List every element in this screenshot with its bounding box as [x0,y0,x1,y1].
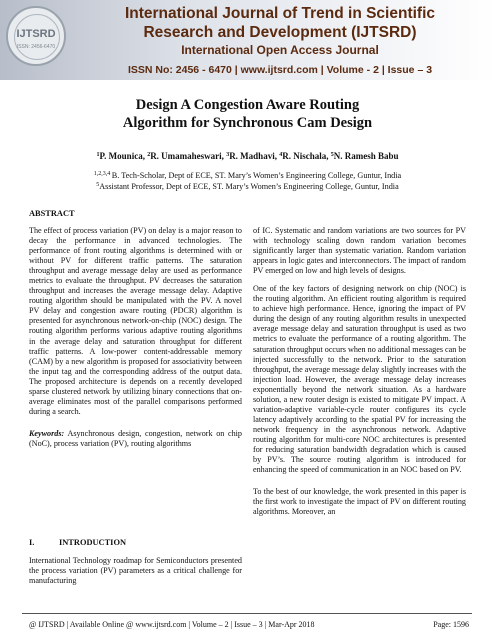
author-name: N. Ramesh Babu [333,151,399,161]
paper-title [20,96,475,132]
page-footer [29,620,469,629]
left-column [29,226,242,457]
author-name: R. Nischala, [282,151,331,161]
section-number: I. [29,538,35,547]
paper-title-line2: Algorithm for Synchronous Cam Design [122,115,373,131]
section-heading-introduction [29,538,126,547]
right-paragraph-1: of IC. Systematic and random variations are two sources for PV with technology scaling down random variation becomes significantly larger than systematic variation. Random variation appears in logic gates and interconnectors. The impact of random PV emerged on low and high levels of designs. [253,226,466,276]
right-paragraph-2: One of the key factors of designing network on chip (NOC) is the routing algorithm. An efficient routing algorithm is required to achieve high performance. Hence, ignoring the impact of PV during the design of any routing algorithm results in unexpected average message delay and saturation throughput is used as two metrics to evaluate the performance of a routing algorithm. The saturation throughput occurs when no additional messages can be injected successfully to the network. Prior to the saturation throughput, the average message delay slightly increases with the injection load. However, the average message delay increases exponentially beyond the network situation. As a hardware solution, a new router design is existed to mitigate PV impact. A variation-adaptive variable-cycle router configures its cycle latency adaptively according to the spatial PV for increasing the network frequency in the asynchronous network. Adaptive routing algorithm for multi-core NOC architectures is presented for reducing saturation bandwidth degradation which is caused by PV’s. The source routing algorithm is introduced for enhancing the speed of communication in an NOC based on PV. [253,284,466,475]
keywords-label: Keywords: [29,428,65,438]
abstract-heading: ABSTRACT [29,209,75,218]
author-sup: 4 [279,152,283,158]
author-sup: 5 [330,152,334,158]
author-sup: 2 [147,152,151,158]
page-number: Page: 1596 [433,620,469,629]
journal-title-line1: International Journal of Trend in Scientific [124,5,436,22]
paper-title-line1: Design A Congestion Aware Routing [135,97,360,113]
keywords [29,429,242,449]
affiliation-1-sup: 1,2,3,4 [93,171,112,177]
right-column [253,226,466,525]
right-paragraph-3: To the best of our knowledge, the work presented in this paper is the first work to investigate the impact of PV on different routing algorithms. Moreover, an [253,487,466,517]
journal-subtitle: International Open Access Journal [181,43,379,57]
journal-title-line2: Research and Development (IJTSRD) [143,24,417,41]
author-sup: 1 [96,152,100,158]
footer-divider [22,613,472,614]
author-name: R. Umamaheswari, [150,151,227,161]
author-list [10,151,485,161]
logo-text: IJTSRD [16,28,56,40]
section-title: INTRODUCTION [59,538,127,547]
abstract-text: The effect of process variation (PV) on delay is a major reason to decay the performance in advanced technologies. The performance of front routing algorithms is determined with or without PV for different traffic patterns. The saturation throughput and average message delay are used as performance metrics to evaluate the throughput. PV decreases the saturation throughput and increases the average message delay. Adaptive routing algorithm should be manipulated with the PV. A novel PV delay and congestion aware routing (PDCR) algorithm is presented for asynchronous network-on-chip (NOC) design. The routing algorithm performs various adaptive routing algorithms in the average delay and saturation throughput for different traffic patterns. A low-power content-addressable memory (CAM) by a new algorithm is proposed for associativity between the input tag and the corresponding address of the output data. The proposed architecture is depends on a recently developed sparse clustered network by utilizing binary connections that on-average eliminates most of the parallel comparisons performed during a search. [29,226,242,416]
author-sup: 3 [226,152,230,158]
keywords-text: Asynchronous design, congestion, network on chip (NoC), process variation (PV), routing algorithms [29,428,242,448]
issn-line: ISSN No: 2456 - 6470 | www.ijtsrd.com | Volume - 2 | Issue – 3 [127,64,433,76]
affiliation-1 [10,171,485,180]
author-name: P. Mounica, [99,151,148,161]
affiliation-2-sup: 5 [96,182,100,188]
author-name: R. Madhavi, [229,151,280,161]
logo-issn: ISSN: 2456-6470 [16,44,56,50]
intro-column [29,556,242,594]
journal-title [70,4,490,42]
affiliation-2-text: Assistant Professor, Dept of ECE, ST. Mary’s Women’s Engineering College, Guntur, India [99,182,399,191]
affiliation-1-text: B. Tech-Scholar, Dept of ECE, ST. Mary’s Women’s Engineering College, Guntur, India [111,171,402,180]
affiliation-2 [10,182,485,191]
footer-info: @ IJTSRD | Available Online @ www.ijtsrd.com | Volume – 2 | Issue – 3 | Mar-Apr 2018 [29,620,315,629]
journal-logo [6,6,66,66]
intro-text: International Technology roadmap for Semiconductors presented the process variation (PV) parameters as a critical challenge for manufacturing [29,556,242,586]
